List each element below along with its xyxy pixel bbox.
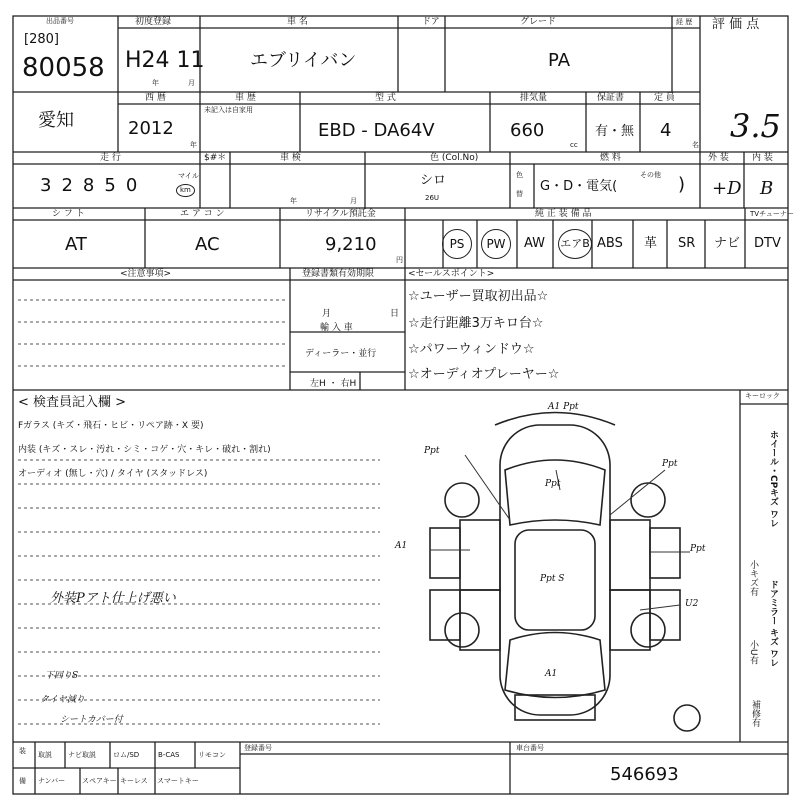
model-label: 型 式 [375, 93, 396, 103]
sales-point: ☆ユーザー買取初出品☆ [408, 289, 549, 304]
mileage-digit: 8 [82, 175, 95, 196]
mileage-digit: 3 [40, 175, 52, 196]
footer-col: スマートキー [157, 777, 199, 785]
footer-col: スペアキー [82, 777, 117, 785]
legend-wheel: ホイール・CPキズ ワレ [768, 430, 778, 528]
inspection-year: 年 [290, 197, 297, 205]
reg-docs-label: 登録書類有効期限 [302, 269, 375, 279]
damage-mark: A1 Ppt [548, 402, 579, 412]
evaluation-label: 評 価 点 [712, 17, 760, 32]
car-outline [430, 413, 700, 732]
equipment-label: 純 正 装 備 品 [535, 209, 592, 219]
shift-label: シ フ ト [52, 209, 85, 219]
sales-point: ☆走行距離3万キロ台☆ [408, 316, 544, 331]
glass-line: Fガラス (キズ・飛石・ヒビ・リペア跡・X 要) [18, 421, 204, 431]
equip-abs: ABS [597, 236, 623, 251]
handwritten-note: 下回りS [45, 671, 79, 681]
inspection-label: 車 検 [280, 153, 301, 163]
color-change-2: 替 [516, 190, 523, 198]
sales-label: <セールスポイント> [408, 269, 495, 279]
damage-mark: A1 [545, 669, 558, 679]
color-value: シロ [420, 173, 447, 188]
equip-pw: PW [481, 229, 511, 259]
reg-day: 日 [390, 309, 400, 319]
handle-label: 左H ・ 右H [310, 379, 357, 389]
sales-point: ☆パワーウィンドウ☆ [408, 342, 535, 357]
damage-mark: Ppt [424, 446, 440, 456]
handwritten-note: タイヤ減り [40, 695, 85, 705]
exterior-label: 外 装 [708, 153, 729, 163]
mileage-unit-km: km [176, 184, 195, 197]
seireki-label: 西 暦 [145, 93, 166, 103]
grade-value: PA [548, 50, 571, 71]
footer-col: B-CAS [158, 751, 180, 759]
recycle-value: 9,210 [325, 234, 377, 255]
fuel-other: その他 [640, 171, 661, 179]
footer-col: リモコン [198, 751, 226, 759]
mileage-unit-mile: マイル [178, 172, 199, 180]
mileage-digits [40, 175, 137, 196]
seireki-year-unit: 年 [190, 141, 197, 149]
footer-col: ナビ取説 [68, 751, 96, 759]
interior-label: 内 装 [752, 153, 773, 163]
displacement-value: 660 [510, 120, 545, 141]
audio-tire-line: オーディオ (無し・穴) / タイヤ (スタッドレス) [18, 469, 208, 479]
shift-value: AT [65, 234, 87, 255]
color-label: 色 (Col.No) [430, 153, 479, 163]
capacity-value: 4 [660, 120, 672, 141]
interior-condition-line: 内装 (キズ・スレ・汚れ・シミ・コゲ・穴・キレ・破れ・割れ) [18, 445, 271, 455]
capacity-unit: 名 [692, 141, 699, 149]
damage-mark: Ppt [690, 544, 706, 554]
month-unit: 月 [188, 79, 195, 87]
displacement-label: 排気量 [520, 93, 548, 103]
equip-leather: 革 [644, 236, 658, 251]
mileage-digit: 0 [125, 175, 138, 196]
equip-airbag: エアB [558, 229, 592, 259]
ac-label: エ ア コ ン [180, 209, 225, 219]
footer-row-label: 装 [19, 747, 26, 755]
region-value: 愛知 [38, 110, 74, 131]
equip-ps: PS [442, 229, 472, 259]
first-reg-label: 初度登録 [135, 17, 172, 27]
ac-value: AC [195, 234, 220, 255]
damage-mark: Ppt [545, 479, 561, 489]
tuner-label: TVチューナー [750, 210, 794, 218]
damage-mark: Ppt [662, 459, 678, 469]
inspector-title: < 検査員記入欄 > [18, 395, 127, 410]
sales-point: ☆オーディオプレーヤー☆ [408, 367, 560, 382]
warranty-label: 保証書 [597, 93, 625, 103]
legend-u: 小U有 [748, 640, 758, 665]
history-label: 経 歴 [676, 18, 693, 26]
color-change-1: 色 [516, 171, 523, 179]
seireki-value: 2012 [128, 118, 174, 139]
caution-label: <注意事項> [120, 269, 172, 279]
fuel-close: ) [678, 174, 686, 195]
footer-col: 取説 [38, 751, 52, 759]
exterior-value: +D [712, 178, 742, 199]
equip-sr: SR [678, 236, 696, 251]
import-label: 輸 入 車 [320, 323, 353, 333]
recycle-label: リサイクル預託金 [305, 209, 376, 219]
chassis-label: 車台番号 [516, 744, 544, 752]
equip-dtv: DTV [754, 236, 781, 251]
vehicle-mark-label: $#＊ [204, 153, 227, 163]
grade-label: グレード [520, 17, 557, 27]
damage-mark: U2 [685, 599, 699, 609]
fuel-label: 燃 料 [600, 153, 621, 163]
warranty-value: 有・無 [595, 124, 635, 139]
lot-code: [280] [24, 32, 59, 47]
first-reg-value: H24 11 [125, 48, 205, 73]
inspection-month: 月 [350, 197, 357, 205]
handwritten-note: 外装Pアト仕上げ悪い [50, 591, 176, 606]
cc-unit: cc [570, 141, 578, 149]
mileage-label: 走 行 [100, 153, 121, 163]
capacity-label: 定 員 [654, 93, 675, 103]
model-value: EBD - DA64V [318, 120, 435, 141]
keyless-label: キーロック [745, 392, 780, 400]
damage-mark: Ppt S [540, 574, 565, 584]
evaluation-score: 3.5 [730, 107, 781, 145]
legend-repair: 補修有 [750, 700, 760, 727]
car-name-label: 車 名 [287, 17, 308, 27]
dealer-label: ディーラー・並行 [305, 349, 377, 359]
legend-small-scratch: 小キズ有 [748, 560, 758, 596]
door-label: ドア [422, 17, 440, 27]
color-code: 26U [425, 194, 440, 202]
equip-aw: AW [524, 236, 546, 251]
handwritten-note: シートカバー付 [60, 715, 123, 725]
damage-mark: A1 [395, 541, 408, 551]
reg-month: 月 [322, 309, 332, 319]
equip-navi: ナビ [714, 236, 741, 251]
fuel-value: G・D・電気( [540, 179, 618, 194]
reg-number-label: 登録番号 [244, 744, 272, 752]
history-type-label: 車 歴 [235, 93, 256, 103]
footer-col: キーレス [120, 777, 148, 785]
lot-header: 出品番号 [46, 17, 74, 25]
mileage-digit: 5 [104, 175, 116, 196]
footer-row-label: 備 [19, 777, 26, 785]
history-note: 未記入は自家用 [204, 106, 253, 114]
lot-number: 80058 [22, 53, 105, 83]
interior-value: B [760, 178, 774, 199]
legend-mirror: ドアミラー キズ ワレ [768, 580, 778, 668]
footer-col: ロム/SD [113, 751, 140, 759]
car-name-value: エブリイバン [250, 50, 357, 71]
year-unit: 年 [152, 79, 159, 87]
mileage-digit: 2 [61, 175, 73, 196]
yen-unit: 円 [396, 256, 403, 264]
chassis-value: 546693 [610, 764, 679, 785]
footer-col: ナンバー [38, 777, 66, 785]
